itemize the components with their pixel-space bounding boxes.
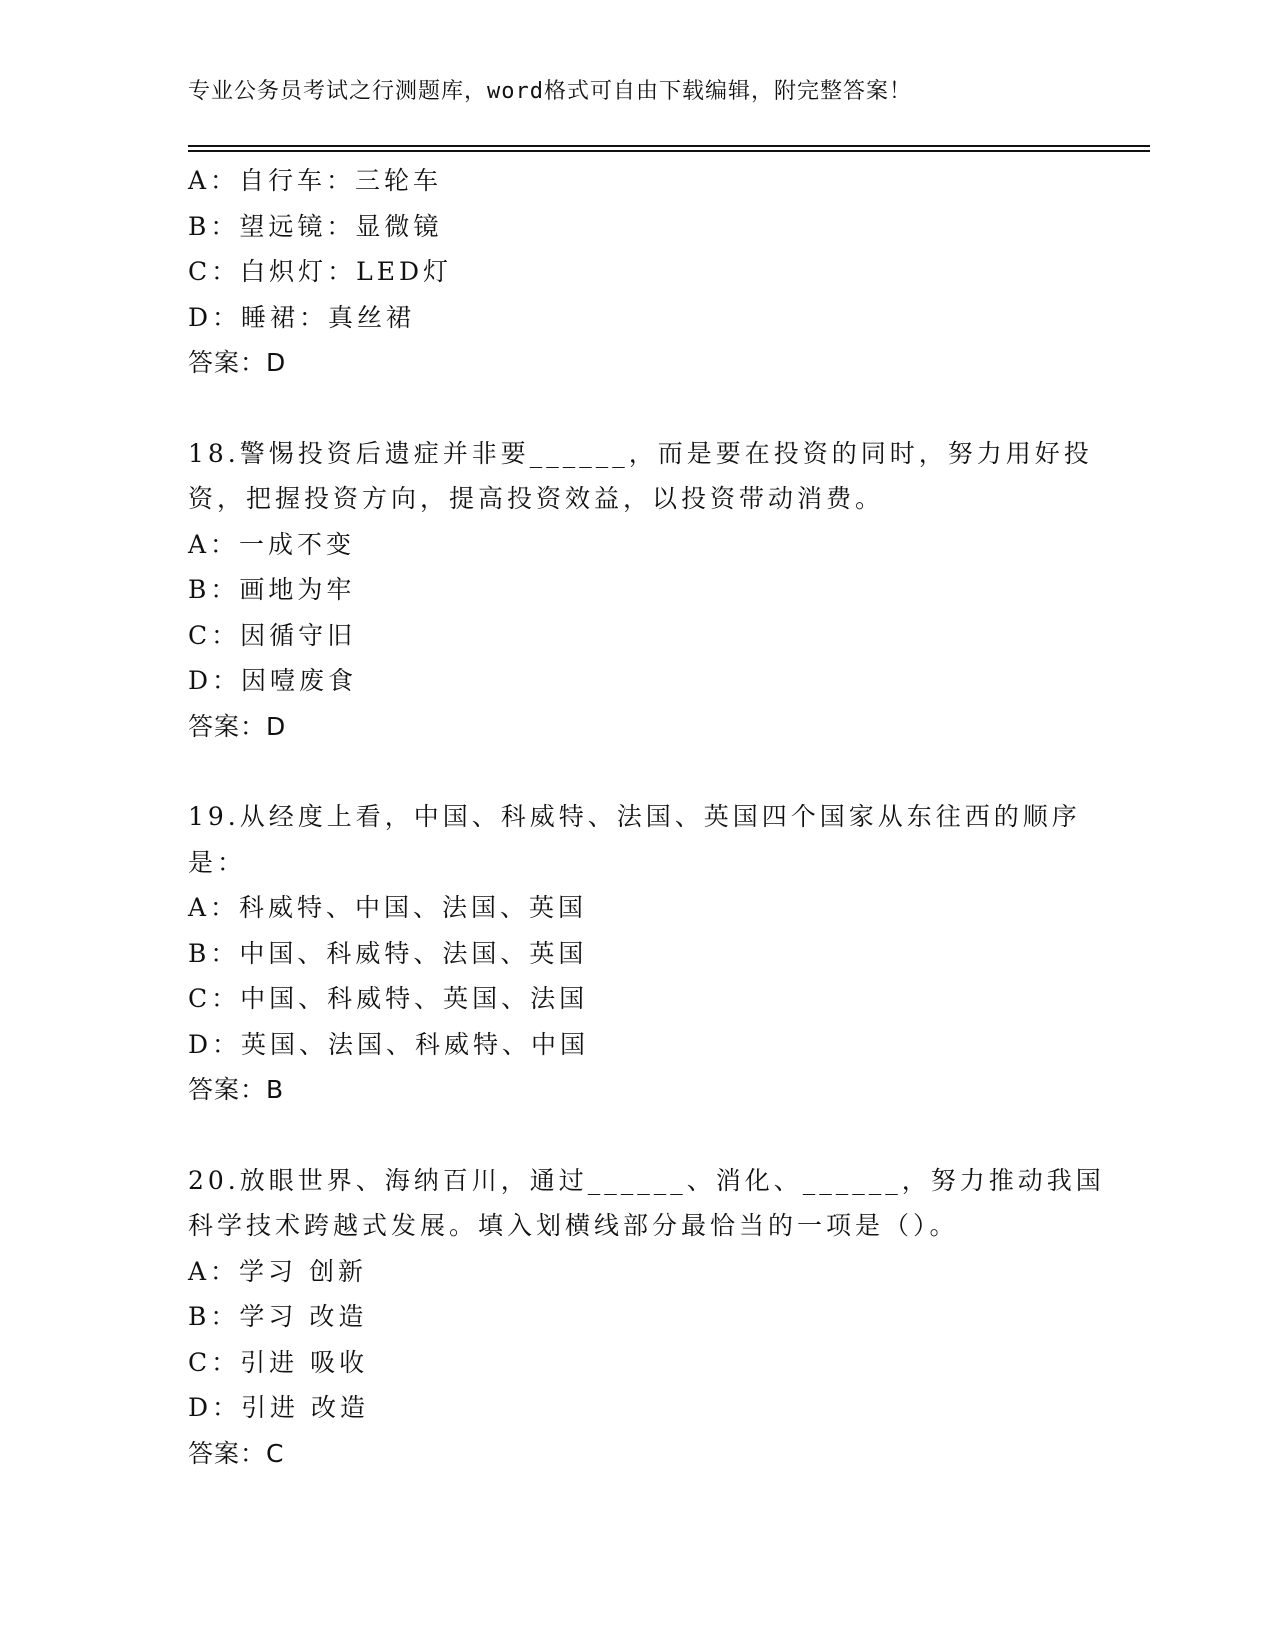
answer-line: 答案：C <box>188 1438 285 1468</box>
question-stem-line-1: 19.从经度上看，中国、科威特、法国、英国四个国家从东往西的顺序 <box>188 802 1081 831</box>
option-d: D：英国、法国、科威特、中国 <box>188 1029 590 1059</box>
question-stem-line-2: 是： <box>188 847 247 877</box>
option-b: B：学习 改造 <box>188 1302 368 1331</box>
question-stem-line-1: 18.警惕投资后遗症并非要______，而是要在投资的同时，努力用好投 <box>188 438 1093 468</box>
option-b: B：画地为牢 <box>188 575 356 604</box>
spacer <box>188 386 1088 431</box>
answer-line: 答案：B <box>188 1075 285 1104</box>
option-d: D：因噎废食 <box>188 666 358 695</box>
option-c: C：中国、科威特、英国、法国 <box>188 984 589 1013</box>
option-c: C：引进 吸收 <box>188 1347 369 1377</box>
question-18 <box>188 431 1093 750</box>
option-d: D：引进 改造 <box>188 1393 369 1422</box>
question-20 <box>188 1158 1105 1477</box>
header-rule-top <box>188 145 1150 147</box>
page-header: 专业公务员考试之行测题库，word格式可自由下载编辑，附完整答案！ <box>188 79 912 104</box>
spacer <box>188 749 1088 794</box>
question-17-continued <box>188 158 1088 386</box>
option-a: A：一成不变 <box>188 529 356 559</box>
answer-line: 答案：D <box>188 711 287 741</box>
question-stem-line-2: 科学技术跨越式发展。填入划横线部分最恰当的一项是（）。 <box>188 1211 959 1240</box>
option-a: A：科威特、中国、法国、英国 <box>188 893 588 922</box>
option-d: D：睡裙：真丝裙 <box>188 302 416 332</box>
option-b: B：望远镜：显微镜 <box>188 211 443 241</box>
option-b: B：中国、科威特、法国、英国 <box>188 938 588 968</box>
option-c: C：白炽灯：LED灯 <box>188 257 453 286</box>
spacer <box>188 1113 1088 1158</box>
question-content <box>188 158 1105 1476</box>
answer-line: 答案：D <box>188 348 287 377</box>
question-19 <box>188 794 1088 1113</box>
question-stem-line-2: 资，把握投资方向，提高投资效益，以投资带动消费。 <box>188 484 885 513</box>
option-c: C：因循守旧 <box>188 620 357 650</box>
question-stem-line-1: 20.放眼世界、海纳百川，通过______、消化、______，努力推动我国 <box>188 1165 1105 1195</box>
option-a: A：学习 创新 <box>188 1256 368 1286</box>
header-rule-bottom <box>188 150 1150 152</box>
option-a: A：自行车：三轮车 <box>188 166 443 195</box>
